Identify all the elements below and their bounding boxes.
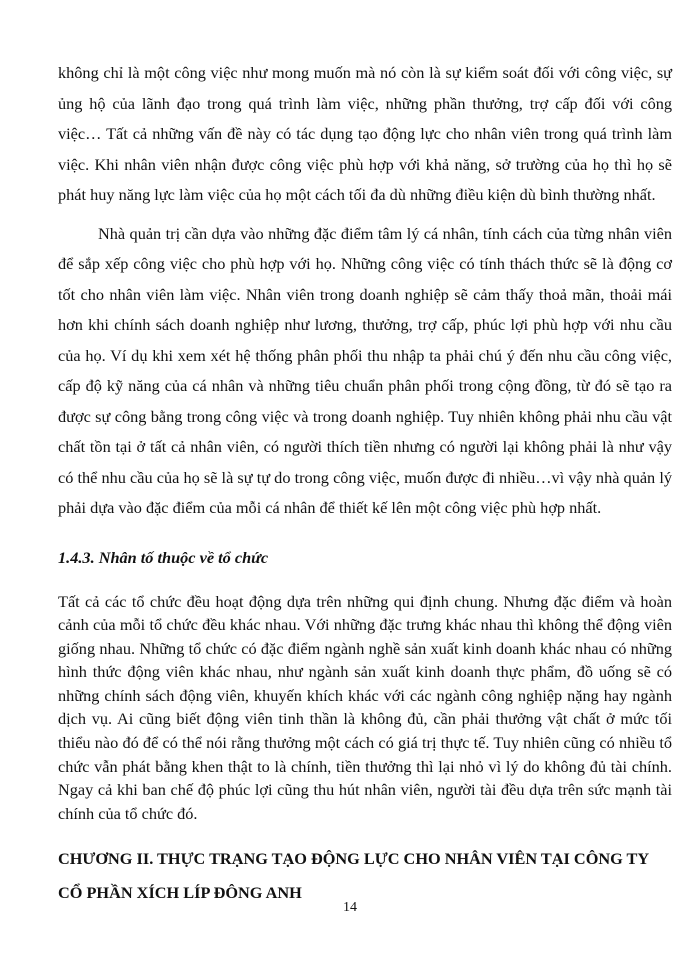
page-number: 14: [343, 900, 357, 915]
section-heading: 1.4.3. Nhân tố thuộc về tổ chức: [58, 547, 269, 567]
document-page: [58, 58, 672, 910]
body-paragraph: Nhà quản trị cần dựa vào những đặc điểm tâm lý cá nhân, tính cách của từng nhân viên để sắp xếp công việc cho phù hợp với họ. Những công việc có tính thách thức sẽ là động cơ tốt cho nhân viên làm việc. Nhân viên trong doanh nghiệp sẽ cảm thấy thoả mãn, thoải mái hơn khi chính sách doanh nghiệp như lương, thưởng, trợ cấp, phúc lợi phù hợp với nhu cầu của họ. Ví dụ khi xem xét hệ thống phân phối thu nhập ta phải chú ý đến nhu cầu công việc, cấp độ kỹ năng của cá nhân và những tiêu chuẩn phân phối trong cộng đồng, từ đó sẽ tạo ra được sự công bằng trong công việc và trong doanh nghiệp. Tuy nhiên không phải nhu cầu vật chất tồn tại ở tất cả nhân viên, có người thích tiền nhưng có người lại không phải là như vậy có thể nhu cầu của họ sẽ là sự tự do trong công việc, muốn được đi nhiều…vì vậy nhà quản lý phải dựa vào đặc điểm của mỗi cá nhân để thiết kế lên một công việc phù hợp nhất.: [58, 223, 672, 517]
chapter-heading: CHƯƠNG II. THỰC TRẠNG TẠO ĐỘNG LỰC CHO NHÂN VIÊN TẠI CÔNG TY CỔ PHẦN XÍCH LÍP ĐÔNG ANH: [58, 848, 649, 902]
section-body-paragraph: Tất cả các tổ chức đều hoạt động dựa trên những qui định chung. Nhưng đặc điểm và hoàn cảnh của mỗi tổ chức đều khác nhau. Với những đặc trưng khác nhau thì không thể động viên giống nhau. Những tổ chức có đặc điểm ngành nghề sản xuất kinh doanh khác nhau có những hình thức động viên khác nhau, như ngành sản xuất kinh doanh thực phẩm, đồ uống sẽ có những chính sách động viên, khuyến khích khác với các ngành công nghiệp nặng hay ngành dịch vụ. Ai cũng biết động viên tinh thần là không đủ, cần phải thưởng vật chất ở mức tối thiểu nào đó để có thể nói rằng thưởng một cách có giá trị thực tế. Tuy nhiên cũng có nhiều tổ chức vẫn phát bằng khen thật to là chính, tiền thưởng thì lại nhỏ vì lý do không đủ tài chính. Ngay cả khi ban chế độ phúc lợi cũng thu hút nhân viên, người tài đều dựa trên sức mạnh tài chính của tổ chức đó.: [58, 591, 672, 823]
body-paragraph: không chỉ là một công việc như mong muốn mà nó còn là sự kiểm soát đối với công việc, sự ủng hộ của lãnh đạo trong quá trình làm việc, những phần thưởng, trợ cấp đối với công việc… Tất cả những vấn đề này có tác dụng tạo động lực cho nhân viên trong quá trình làm việc. Khi nhân viên nhận được công việc phù hợp với khả năng, sở trường của họ thì họ sẽ phát huy năng lực làm việc của họ một cách tối đa dù những điều kiện dù bình thường nhất.: [58, 63, 672, 204]
